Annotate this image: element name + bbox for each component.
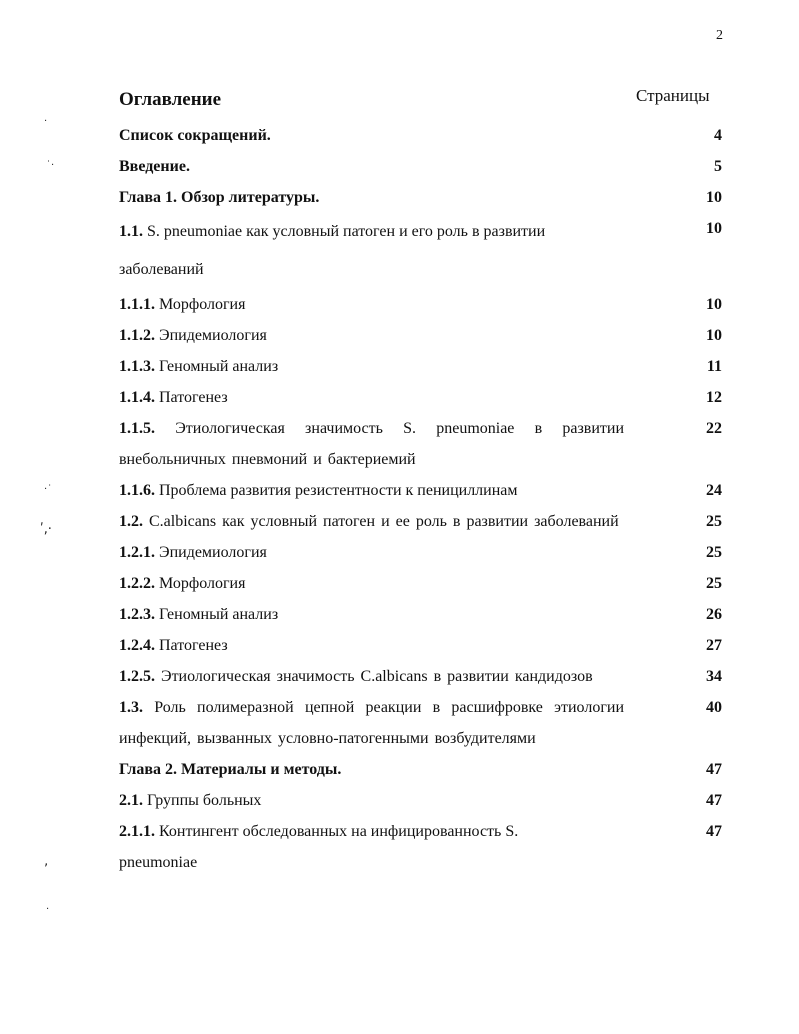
table-of-contents [119, 120, 722, 878]
toc-entry [119, 475, 722, 506]
toc-entry-number: 1.1.1. [119, 296, 155, 313]
page-number: 2 [716, 28, 723, 43]
toc-entry [119, 120, 722, 151]
toc-entry-number: 1.2.5. [119, 668, 155, 685]
toc-entry-page: 40 [706, 699, 722, 716]
toc-entry-label: Этиологическая значимость S. pneumoniae в развитии внебольничных пневмоний и бактериемий [119, 420, 625, 468]
toc-entry [119, 537, 722, 568]
scan-speck: ʼ [44, 862, 49, 877]
toc-entry-label: S. pneumoniae как условный патоген и его роль в развитии заболеваний [119, 223, 546, 278]
page-title: Оглавление [119, 89, 222, 110]
toc-entry-label: C.albicans как условный патоген и ее роль в развитии заболеваний [149, 513, 619, 530]
toc-entry-label: Морфология [159, 296, 246, 313]
toc-entry-label: Глава 2. Материалы и методы. [119, 761, 342, 778]
toc-entry-page: 34 [706, 668, 722, 685]
pages-column-label: Страницы [636, 86, 710, 105]
toc-entry-page: 5 [714, 158, 722, 175]
toc-entry-number: 1.1.3. [119, 358, 155, 375]
toc-entry-page: 10 [706, 296, 722, 313]
toc-entry [119, 816, 722, 878]
toc-entry [119, 599, 722, 630]
toc-entry-number: 2.1. [119, 792, 143, 809]
toc-entry-label: Морфология [159, 575, 246, 592]
toc-entry [119, 506, 722, 537]
scan-speck: ʹ‚· [40, 522, 52, 537]
toc-entry-label: Патогенез [159, 637, 228, 654]
toc-entry [119, 661, 722, 692]
toc-entry [119, 320, 722, 351]
toc-entry-page: 10 [706, 327, 722, 344]
toc-entry [119, 289, 722, 320]
toc-entry [119, 413, 722, 475]
toc-entry-number: 1.1.4. [119, 389, 155, 406]
toc-entry-page: 26 [706, 606, 722, 623]
toc-entry-label: Роль полимеразной цепной реакции в расшифровке этиологии инфекций, вызванных условно-патогенными возбудителями [119, 699, 625, 747]
toc-entry-page: 11 [706, 358, 722, 375]
toc-entry-number: 1.1. [119, 223, 143, 240]
toc-entry-page: 12 [706, 389, 722, 406]
toc-entry-label: Список сокращений. [119, 127, 271, 144]
toc-entry-page: 27 [706, 637, 722, 654]
toc-entry [119, 568, 722, 599]
scan-speck: ·˙ [44, 484, 53, 495]
toc-entry [119, 351, 722, 382]
toc-entry [119, 382, 722, 413]
toc-entry-label: Введение. [119, 158, 190, 175]
toc-entry-label: Эпидемиология [159, 327, 267, 344]
toc-entry [119, 182, 722, 213]
toc-entry-page: 47 [706, 761, 722, 778]
toc-entry-label: Эпидемиология [159, 544, 267, 561]
toc-entry-page: 47 [706, 792, 722, 809]
toc-entry-number: 1.2.1. [119, 544, 155, 561]
toc-entry-label: Геномный анализ [159, 358, 279, 375]
toc-entry-label: Патогенез [159, 389, 228, 406]
toc-entry-label: Контингент обследованных на инфицированность S. pneumoniae [119, 823, 519, 871]
toc-entry-page: 22 [706, 420, 722, 437]
toc-entry-number: 1.2.4. [119, 637, 155, 654]
toc-entry-page: 25 [706, 575, 722, 592]
toc-entry-label: Глава 1. Обзор литературы. [119, 189, 320, 206]
toc-entry-label: Этиологическая значимость C.albicans в развитии кандидозов [161, 668, 593, 685]
scan-speck: · [44, 116, 48, 127]
toc-entry-page: 25 [706, 544, 722, 561]
toc-entry-number: 1.2.3. [119, 606, 155, 623]
toc-entry [119, 785, 722, 816]
toc-entry-number: 1.1.2. [119, 327, 155, 344]
toc-entry [119, 630, 722, 661]
toc-entry [119, 754, 722, 785]
toc-entry-label: Проблема развития резистентности к пенициллинам [159, 482, 518, 499]
toc-entry-page: 47 [706, 823, 722, 840]
toc-entry-page: 4 [714, 127, 722, 144]
toc-entry-number: 1.1.5. [119, 420, 155, 437]
scan-speck: ˙· [46, 160, 55, 171]
toc-entry [119, 151, 722, 182]
scan-speck: · [46, 904, 50, 915]
toc-entry-page: 25 [706, 513, 722, 530]
toc-entry-page: 10 [706, 189, 722, 206]
toc-entry-label: Группы больных [147, 792, 262, 809]
toc-entry-page: 24 [706, 482, 722, 499]
toc-entry [119, 213, 722, 289]
toc-entry-number: 1.3. [119, 699, 143, 716]
toc-entry-number: 1.2.2. [119, 575, 155, 592]
toc-entry-page: 10 [706, 220, 722, 237]
toc-entry-label: Геномный анализ [159, 606, 279, 623]
toc-entry-number: 1.2. [119, 513, 143, 530]
toc-entry-number: 1.1.6. [119, 482, 155, 499]
toc-entry-number: 2.1.1. [119, 823, 155, 840]
toc-entry [119, 692, 722, 754]
